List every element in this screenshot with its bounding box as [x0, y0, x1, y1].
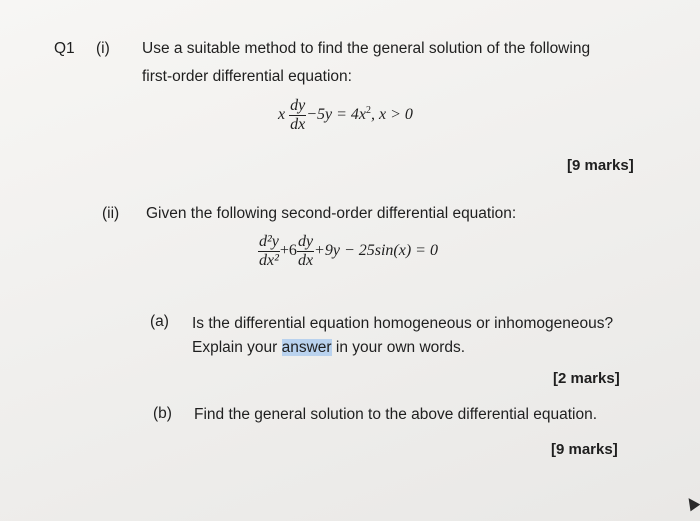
mouse-cursor-icon [684, 495, 700, 512]
part-a-line2 [192, 339, 465, 357]
eq2-coefficient: +6 [279, 242, 297, 260]
part-i-marks: [9 marks] [567, 157, 634, 174]
eq1-numerator: dy [290, 97, 306, 114]
part-i-label: (i) [96, 40, 110, 57]
eq2-fraction-2 [297, 233, 314, 270]
first-order-equation [278, 97, 413, 134]
part-b-marks: [9 marks] [551, 441, 618, 458]
second-order-equation [258, 233, 438, 270]
part-a-line2-pre: Explain your [192, 339, 282, 356]
part-i-line2: first-order differential equation: [142, 68, 352, 85]
part-ii-intro: Given the following second-order differential equation: [146, 205, 517, 222]
part-a-label: (a) [150, 313, 169, 330]
eq1-fraction [289, 97, 306, 134]
eq2-denominator-2: dx [297, 252, 314, 269]
part-a-line1: Is the differential equation homogeneous or inhomogeneous? [192, 315, 614, 332]
part-a-line2-post: in your own words. [331, 339, 466, 356]
eq1-exponent: 2 [366, 104, 372, 116]
eq1-denominator: dx [290, 116, 306, 133]
eq1-x: x [278, 106, 286, 124]
highlighted-word[interactable]: answer [281, 339, 332, 356]
eq2-numerator-1: d²y [259, 233, 279, 250]
question-number: Q1 [54, 40, 75, 57]
part-a-marks: [2 marks] [553, 370, 620, 387]
part-b-label: (b) [153, 405, 172, 422]
eq1-rest: −5y = 4x [306, 106, 367, 124]
part-b-text: Find the general solution to the above differential equation. [194, 406, 597, 423]
eq2-fraction-1 [258, 233, 280, 270]
part-i-line1: Use a suitable method to find the general solution of the following [142, 40, 591, 57]
eq2-rest: +9y − 25sin(x) = 0 [314, 242, 438, 260]
eq2-denominator-1: dx² [259, 252, 279, 269]
part-ii-label: (ii) [102, 205, 120, 222]
eq1-condition: , x > 0 [371, 106, 413, 124]
eq2-numerator-2: dy [297, 233, 314, 250]
